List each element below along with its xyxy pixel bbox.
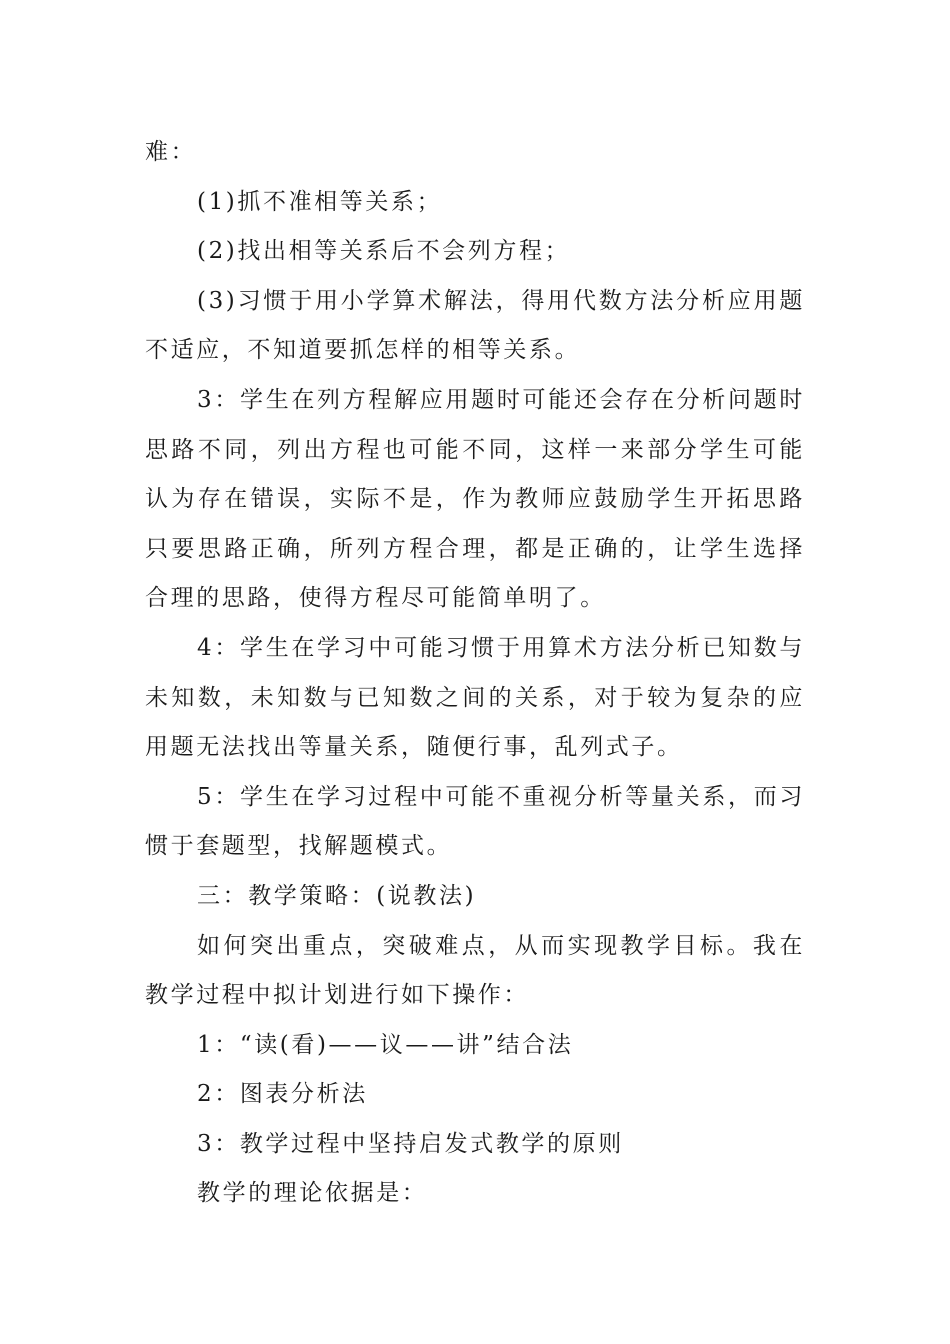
document-body <box>145 128 805 1219</box>
paragraph-theory-basis: 教学的理论依据是： <box>197 1180 428 1207</box>
paragraph-difficulty-2: (2)找出相等关系后不会列方程； <box>197 238 571 265</box>
paragraph-strategy-intro: 如何突出重点，突破难点，从而实现教学目标。我在教学过程中拟计划进行如下操作： <box>145 932 805 1009</box>
list-item-method-3: 3：教学过程中坚持启发式教学的原则 <box>197 1130 624 1157</box>
paragraph-point-5: 5：学生在学习过程中可能不重视分析等量关系，而习惯于套题型，找解题模式。 <box>145 783 805 860</box>
paragraph-difficulty-3: (3)习惯于用小学算术解法，得用代数方法分析应用题不适应，不知道要抓怎样的相等关系。 <box>145 287 805 364</box>
list-item-method-1: 1：“读(看)——议——讲”结合法 <box>197 1031 574 1058</box>
list-item-method-2: 2：图表分析法 <box>197 1081 368 1108</box>
section-heading-teaching-strategy: 三：教学策略：(说教法) <box>197 882 477 909</box>
paragraph-point-4: 4：学生在学习中可能习惯于用算术方法分析已知数与未知数，未知数与已知数之间的关系，对于较为复杂的应用题无法找出等量关系，随便行事，乱列式子。 <box>145 634 805 761</box>
paragraph-point-3: 3：学生在列方程解应用题时可能还会存在分析问题时思路不同，列出方程也可能不同，这样一来部分学生可能认为存在错误，实际不是，作为教师应鼓励学生开拓思路只要思路正确，所列方程合理，都是正确的，让学生选择合理的思路，使得方程尽可能简单明了。 <box>145 386 805 612</box>
paragraph-difficulty-1: (1)抓不准相等关系； <box>197 188 443 215</box>
paragraph-difficulty-heading: 难： <box>145 139 197 165</box>
